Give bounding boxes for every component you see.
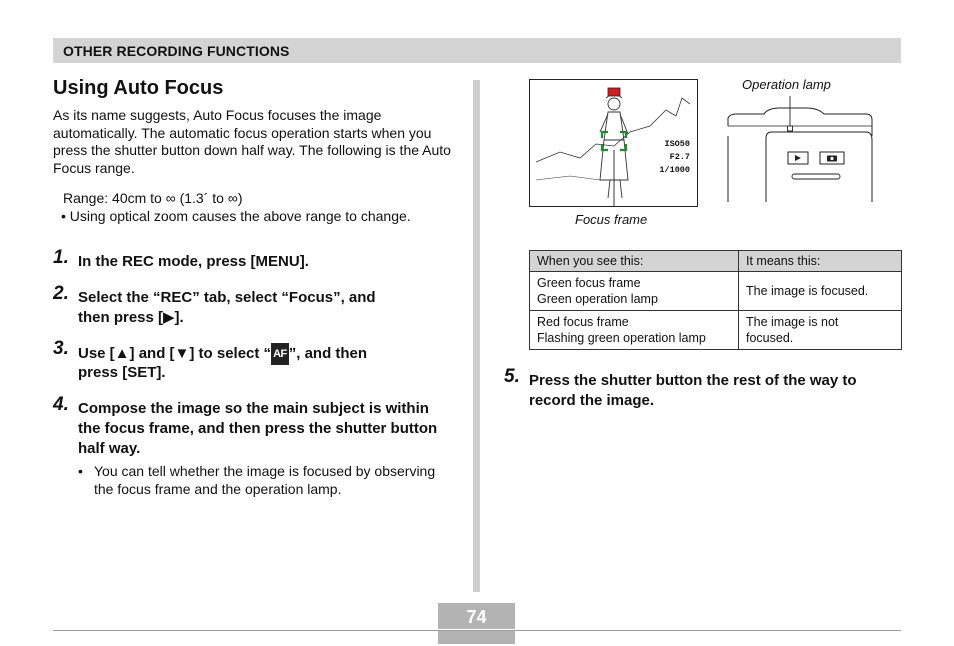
table-cell-means xyxy=(739,311,902,350)
cell-line: Green focus frame xyxy=(537,276,641,290)
step-text-post: ”, and then xyxy=(288,345,368,362)
aperture-readout: F2.7 xyxy=(669,152,690,162)
cell-line: Red focus frame xyxy=(537,315,629,329)
page-number: 74 xyxy=(438,603,515,629)
table-row xyxy=(530,311,902,350)
lcd-illustration xyxy=(529,79,698,207)
red-focus-indicator xyxy=(608,88,620,96)
bullet-mark: • xyxy=(78,463,83,479)
step-text-line-1 xyxy=(78,343,367,365)
step-text: In the REC mode, press [MENU]. xyxy=(78,253,309,270)
step-text-line-2: press [SET]. xyxy=(78,364,166,381)
footer-rule xyxy=(53,630,901,631)
table-cell-see xyxy=(530,311,739,350)
step-number: 4. xyxy=(53,394,69,415)
step-number: 3. xyxy=(53,338,69,359)
af-mode-icon: AF xyxy=(271,343,289,365)
page-title: Using Auto Focus xyxy=(53,77,224,99)
step-text-line-2: then press [▶]. xyxy=(78,309,184,326)
section-title: OTHER RECORDING FUNCTIONS xyxy=(63,43,290,59)
step-number: 1. xyxy=(53,247,69,268)
zoom-note: • Using optical zoom causes the above range to change. xyxy=(61,208,411,224)
focus-range: Range: 40cm to ∞ (1.3´ to ∞) xyxy=(63,190,243,206)
cell-line: Flashing green operation lamp xyxy=(537,331,706,345)
step-text: Press the shutter button the rest of the way to record the image. xyxy=(529,372,857,409)
operation-lamp-icon xyxy=(788,126,793,131)
step-text: Compose the image so the main subject is within the focus frame, and then press the shutter button half way. xyxy=(78,400,438,457)
focus-status-table xyxy=(529,250,902,350)
shutter-readout: 1/1000 xyxy=(659,165,690,175)
table-header-means: It means this: xyxy=(739,251,902,272)
step-text-line-1: Select the “REC” tab, select “Focus”, and xyxy=(78,289,376,306)
focus-frame-icon xyxy=(602,132,626,150)
step-number: 2. xyxy=(53,283,69,304)
cell-line: The image is focused. xyxy=(746,284,869,298)
bullet-text: You can tell whether the image is focused by observing the focus frame and the operation lamp. xyxy=(94,463,436,497)
operation-lamp-label: Operation lamp xyxy=(742,77,831,92)
step-text-pre: Use [▲] and [▼] to select “ xyxy=(78,345,272,362)
column-divider xyxy=(473,80,480,592)
table-cell-means xyxy=(739,272,902,311)
cell-line: focused. xyxy=(746,331,794,345)
focus-frame-label: Focus frame xyxy=(575,212,648,227)
cell-line: Green operation lamp xyxy=(537,292,658,306)
camera-back-illustration xyxy=(726,96,874,206)
intro-paragraph: As its name suggests, Auto Focus focuses the image automatically. The automatic focus operation starts when you press the shutter button down half way. The following is the Auto Focus range. xyxy=(53,107,451,176)
table-cell-see xyxy=(530,272,739,311)
table-header-see: When you see this: xyxy=(530,251,739,272)
table-header-row xyxy=(530,251,902,272)
table-row xyxy=(530,272,902,311)
page-number-tab-base xyxy=(438,631,515,644)
iso-readout: ISO50 xyxy=(664,139,690,149)
cell-line: The image is not xyxy=(746,315,839,329)
step-number: 5. xyxy=(504,366,520,387)
page-number-tab xyxy=(438,603,515,644)
section-header-bar xyxy=(53,38,901,63)
